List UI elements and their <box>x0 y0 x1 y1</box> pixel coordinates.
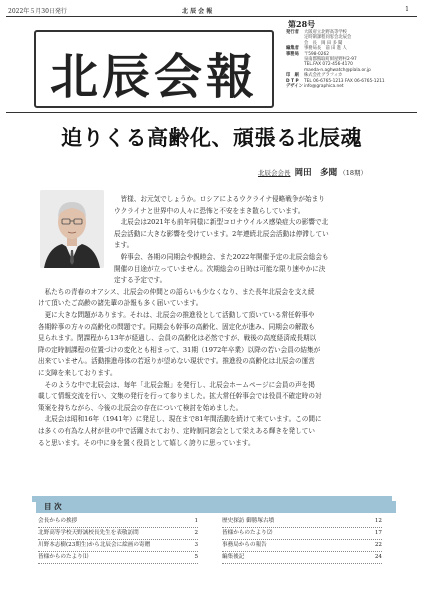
masthead-value: TEL.FAX 072-456-4170 <box>304 62 353 68</box>
byline-org: 北辰会会長 <box>257 169 291 177</box>
toc-item-title: 北野高等学校天野誠校長先生を表敬訪問 <box>38 530 139 536</box>
toc-item-page: 1 <box>194 518 198 524</box>
body-line: ます。 <box>114 241 134 250</box>
toc-item[interactable] <box>222 528 382 540</box>
toc-item-page: 24 <box>374 554 382 560</box>
body-paragraph <box>38 414 386 449</box>
toc-item-page: 22 <box>374 542 382 548</box>
headline: 迫りくる高齢化、頑張る北辰魂 <box>61 125 362 150</box>
issue-date: 2022年５月30日発行 <box>8 8 67 15</box>
masthead-key: デザイン <box>286 84 303 90</box>
masthead-row <box>286 84 418 89</box>
masthead-value: TEL 06-6765-1213 FAX 06-6765-1211 <box>304 78 385 84</box>
byline-name: 岡田 多聞 <box>294 168 338 178</box>
toc-item[interactable] <box>222 552 382 564</box>
toc-right-column <box>222 516 382 564</box>
table-of-contents <box>32 496 392 570</box>
body-line: ウクライナと世界中の人々に恐怖と不安をまき散らしています。 <box>114 206 305 215</box>
body-line: 北辰会は2021年も前年同様に新型コロナウイルス感染症大の影響で北 <box>120 218 329 227</box>
body-line: に支障を来しております。 <box>38 368 117 377</box>
body-line: 北辰会は昭和16年（1941年）に発足し、現在まで81年間活動を続けて来ています。この間に <box>44 415 322 424</box>
toc-item-page: 2 <box>194 530 198 536</box>
masthead-value: 会 長 岡 田 多 聞 <box>304 40 343 46</box>
toc-item[interactable] <box>38 516 198 528</box>
toc-item[interactable] <box>38 540 198 552</box>
logo-text: 北辰会報 <box>49 49 258 105</box>
toc-item-title: 皆様からのたより⑴ <box>38 554 89 560</box>
toc-item-page: 17 <box>374 530 382 536</box>
toc-item[interactable] <box>222 540 382 552</box>
body-paragraph <box>38 287 386 310</box>
toc-item-title: 皆様からのたより⑵ <box>222 530 273 536</box>
paper-name: 北 辰 会 報 <box>182 8 213 15</box>
toc-item[interactable] <box>38 552 198 564</box>
toc-item-page: 3 <box>194 542 198 548</box>
masthead-value: maeda-n.aghwatch@plala.or.jp <box>304 67 371 73</box>
body-paragraph <box>38 380 386 415</box>
byline <box>258 166 367 178</box>
toc-item-title: 歴史探訪 御勝塚古墳 <box>222 518 275 524</box>
masthead-value: 泉南郡熊取町紺屋野村2-97 <box>304 57 357 63</box>
issue-number: 第28号 <box>288 19 316 29</box>
body-line: 私たちの青春のオアシス、北辰会の仲間との語らいも少なくなり、また長年北辰会を支え続 <box>44 287 315 296</box>
masthead-value: 大阪府立北野高等学校 <box>304 30 347 35</box>
masthead-key: 事務局 <box>286 51 299 57</box>
body-line: 開催の目途が立っていません。次期総会の日時は可能な限り速やかに決 <box>114 264 326 273</box>
body-line: 辰会活動に大きな影響を受けています。2年連続北辰会活動は停滞してい <box>114 229 329 238</box>
toc-item[interactable] <box>222 516 382 528</box>
toc-item[interactable] <box>38 528 198 540</box>
top-header <box>6 6 417 16</box>
body-line: けて頂いたご高齢の諸先輩の訃報も多く届いています。 <box>38 299 203 308</box>
masthead-value: 事務局長 前 田 進 人 <box>304 46 347 52</box>
masthead-value: 〒598-0262 <box>304 51 329 57</box>
toc-item-title: 編集後記 <box>222 554 245 560</box>
toc-item-page: 12 <box>374 518 382 524</box>
body-paragraph <box>38 310 386 380</box>
body-line: は多くの有為な人材が世の中で活躍されており、定時制同窓会として栄えある輝きを発してい <box>38 426 315 435</box>
masthead-value: 株式会社グラフィカ <box>304 73 343 79</box>
masthead-value: 定時制課程同窓会北辰会 <box>304 35 352 41</box>
body-line: 出来ていません。活動推進母体の若返りが望めない現状です。推進役の高齢化は北辰会の運営 <box>38 357 315 366</box>
body-line: 更に大きな問題があります。それは、北辰会の推進役として活動して頂いている常任幹事や <box>44 311 315 319</box>
body-paragraph <box>114 194 384 287</box>
body-line: 各期幹事の方々の高齢化の問題です。同期会も幹事の高齢化、固定化が進み、同期会の解散も <box>38 322 315 331</box>
byline-suffix: （18期） <box>339 169 367 177</box>
masthead-rule <box>6 112 417 113</box>
body-line: そのような中で北辰会は、毎年「北辰会報」を発行し、北辰会ホームページに会員の声を掲 <box>44 380 315 389</box>
masthead-key: D T P <box>286 78 299 84</box>
toc-item-title: 事務局からの報告 <box>222 542 267 548</box>
masthead-info <box>286 30 418 89</box>
body-line: 定する予定です。 <box>114 276 167 285</box>
body-line: 降の定時制課程の位置づけの変化とも相まって、31期（1972年卒業）以降の若い会員の結集が <box>38 345 321 354</box>
masthead-key: 発行者 <box>286 30 299 35</box>
body-line: 載して情報交流を行い、文集の発行を行って参りました。拡大常任幹事会では役員不確定時の対 <box>38 392 322 401</box>
masthead-key: 編集者 <box>286 46 299 52</box>
toc-item-page: 5 <box>194 554 198 560</box>
body-line: 皆様、お元気でしょうか。ロシアによるウクライナ侵略戦争が始まり <box>120 195 325 203</box>
body-line: 策案を持ちながら、今後の北辰会の存在について検討を始めました。 <box>38 403 243 412</box>
page-number: 1 <box>405 6 409 13</box>
body-line: ると思います。その中に身を置く役員として嬉しく誇りに思っています。 <box>38 438 255 447</box>
masthead-logo <box>34 30 274 108</box>
toc-item-title: 川野本志樹(23期生)から北辰会に絵画の寄贈 <box>38 542 151 548</box>
toc-item-title: 会長からの挨拶 <box>38 518 78 524</box>
masthead-key: 印 刷 <box>286 73 299 79</box>
body-line: 幹事会、各期の同期会や親睦会、また2022年開催予定の北辰会総会も <box>120 252 329 261</box>
toc-left-column <box>38 516 198 564</box>
body-line: 見られます。閉課程から13年が経過し、会員の高齢化は必然ですが、戦後の高度経済成長期以 <box>38 334 317 343</box>
toc-title: 目 次 <box>36 501 396 513</box>
masthead-value: info@graphica.net <box>304 84 344 90</box>
header-rule <box>6 16 417 17</box>
author-portrait <box>40 190 104 268</box>
